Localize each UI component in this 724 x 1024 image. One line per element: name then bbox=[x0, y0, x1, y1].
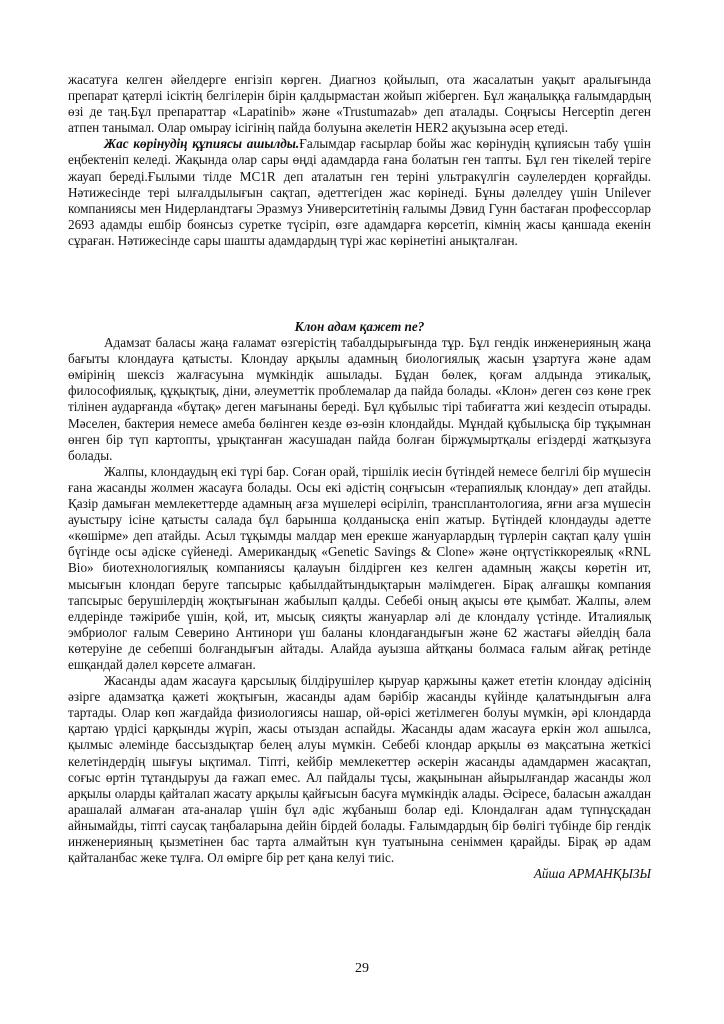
youth-section-paragraph bbox=[68, 136, 651, 249]
youth-section-lead: Жас көрінудің құпиясы ашылды. bbox=[104, 136, 300, 152]
article-title: Клон адам қажет пе? bbox=[294, 319, 425, 334]
article-block bbox=[68, 319, 651, 882]
continued-paragraph: жасатуға келген әйелдерге енгізіп көрген. Диагноз қойылып, ота жасалатын уақыт аралығында препарат қатерлі ісіктің белгілерін бірін қалдырмастан жойып жіберген. Бұл жаңалыққа ғалымдардың өзі де таң.Бұл препараттар «Lapatinib» және «Trustumazab» деп аталады. Соңғысы Herceptin деген атпен танымал. Олар омырау ісігінің пайда болуына әкелетін HER2 ақуызына әсер етеді. bbox=[68, 72, 651, 136]
youth-section-text: Ғалымдар ғасырлар бойы жас көрінудің құпиясын табу үшін еңбектеніп келеді. Жақында олар сары өңді адамдарда ғана болатын ген тапты. Бұл ген тікелей теріге жауап береді.Ғылыми тілде MC1R деп аталатын ген теріні ультракүлгін сәулелерден қорғайды. Нәтижесінде тері ылғалдылығын сақтап, әдеттегіден жас көрінеді. Бұны дәлелдеу үшін Unilever компаниясы мен Нидерландтағы Эразмуз Университетінің ғалымы Дэвид Гунн бастаған профессорлар 2693 адамды ешбір боянсыз суретке түсіріп, өзге адамдарға көрсетіп, кімнің жасы қаншада екенін сұраған. Нәтижесінде сары шашты адамдардың түрі жас көрінетіні анықталған. bbox=[68, 136, 651, 248]
article-paragraph: Жасанды адам жасауға қарсылық білдірушілер қыруар қаржыны қажет ететін клондау әдісінің әзірге адамзатқа қажеті жоқтығын, жасанды адам бәрібір жасанды күйінде қалатындығын алға тартады. Олар көп жағдайда физиологиясы нашар, ой-өрісі жетілмеген болуы мүмкін, әрі клондарда қартаю үрдісі қарқынды жүріп, жасы отыздан аспайды. Жасанды адам жасауға еркін жол ашылса, қылмыс әлемінде бассыздықтар белең алуы мүмкін. Себебі клондар арқылы өз мақсатына жеткісі келетіндердің шығуы ықтимал. Тіпті, кейбір мемлекеттер әскерін жасанды адамдармен жасақтап, соғыс өртін тұтандыруы да ғажап емес. Ал пайдалы тұсы, жақынынан айырылғандар жасанды жол арқылы оларды қайталап жасату арқылы қайғысын басуға мүмкіндік алады. Әсіресе, баласын ажалдан арашалай алмаған ата-аналар үшін бұл әдіс жұбаныш болар еді. Клондалған адам түпнұсқадан айнымайды, тіпті саусақ таңбаларына дейін бірдей болады. Ғалымдардың бір бөлігі түбінде бір гендік инженерияның қызметінен бас тарта алмайтын күн туатынына сеніммен қарайды. Бірақ әр адам қайталанбас жеке тұлға. Ол өмірге бір рет қана келуі тиіс. bbox=[68, 673, 651, 866]
article-author: Айша АРМАНҚЫЗЫ bbox=[533, 866, 651, 882]
article-paragraph: Жалпы, клондаудың екі түрі бар. Соған орай, тіршілік иесін бүтіндей немесе белгілі бір мүшесін ғана жасанды жолмен жасауға болады. Осы екі әдістің соңғысын «терапиялық клондау» деп атайды. Қазір дамыған мемлекеттерде адамның ағза мүшелері өсіріліп, трансплантологияа, яғни ағза мүшесін ауыстыру ісіне қатысты салада бұл барынша қолданысқа еніп жатыр. Бүтіндей клондауды әдетте «көшірме» деп атайды. Асыл тұқымды малдар мен ерекше жануарлардың түрлерін сақтап қалу үшін бүгінде осы әдіске сүйенеді. Американдық «Genetic Savings & Clone» және оңтүстіккореялық «RNL Bio» биотехнологиялық компаниясы қалауын білдірген кез келген адамның жақсы көретін ит, мысығын клондап беруге тапсырыс қабылдайтындықтарын мәлімдеген. Бірақ алғашқы компания тапсырыс берушілердің жоқтығынан жабылып қалды. Себебі оның ақысы өте қымбат. Жалпы, әлем елдерінде тәжірибе үшін, қой, ит, мысық сияқты жануарлар әлі де клондалу үстінде. Италиялық эмбриолог ғалым Северино Антинори үш баланы клондағандығын және 62 жастағы әйелдің бала көтеруіне де себепші болғандығын айтады. Алайда ауызша айтқаны болмаса ғалым айғақ ретінде ешқандай дәлел көрсете алмаған. bbox=[68, 463, 651, 672]
top-text-block bbox=[68, 72, 651, 249]
article-paragraph: Адамзат баласы жаңа ғаламат өзгерістің табалдырығында тұр. Бұл гендік инженерияның жаңа бағыты клондауға қатысты. Клондау арқылы адамның биологиялық жасын ұзартуға және адам өмірінің шексіз жалғасуына мүмкіндік ашылады. Бұдан бөлек, қоғам алдында этикалық, философиялық, құқықтық, діни, әлеуметтік проблемалар да пайда болады. «Клон» деген сөз көне грек тілінен аударғанда «бұтақ» деген мағынаны береді. Бұл құбылыс тірі табиғатта жиі кездесіп отырады. Мәселен, бактерия немесе амеба бөлінген кезде өз-өзін клондайды. Мұндай құбылысқа бір тұқымнан өнген бір түп картопты, ұрықтанған жасушадан пайда болған біржұмыртқалы егіздерді жатқызуға болады. bbox=[68, 335, 651, 463]
page-number: 29 bbox=[355, 961, 369, 976]
